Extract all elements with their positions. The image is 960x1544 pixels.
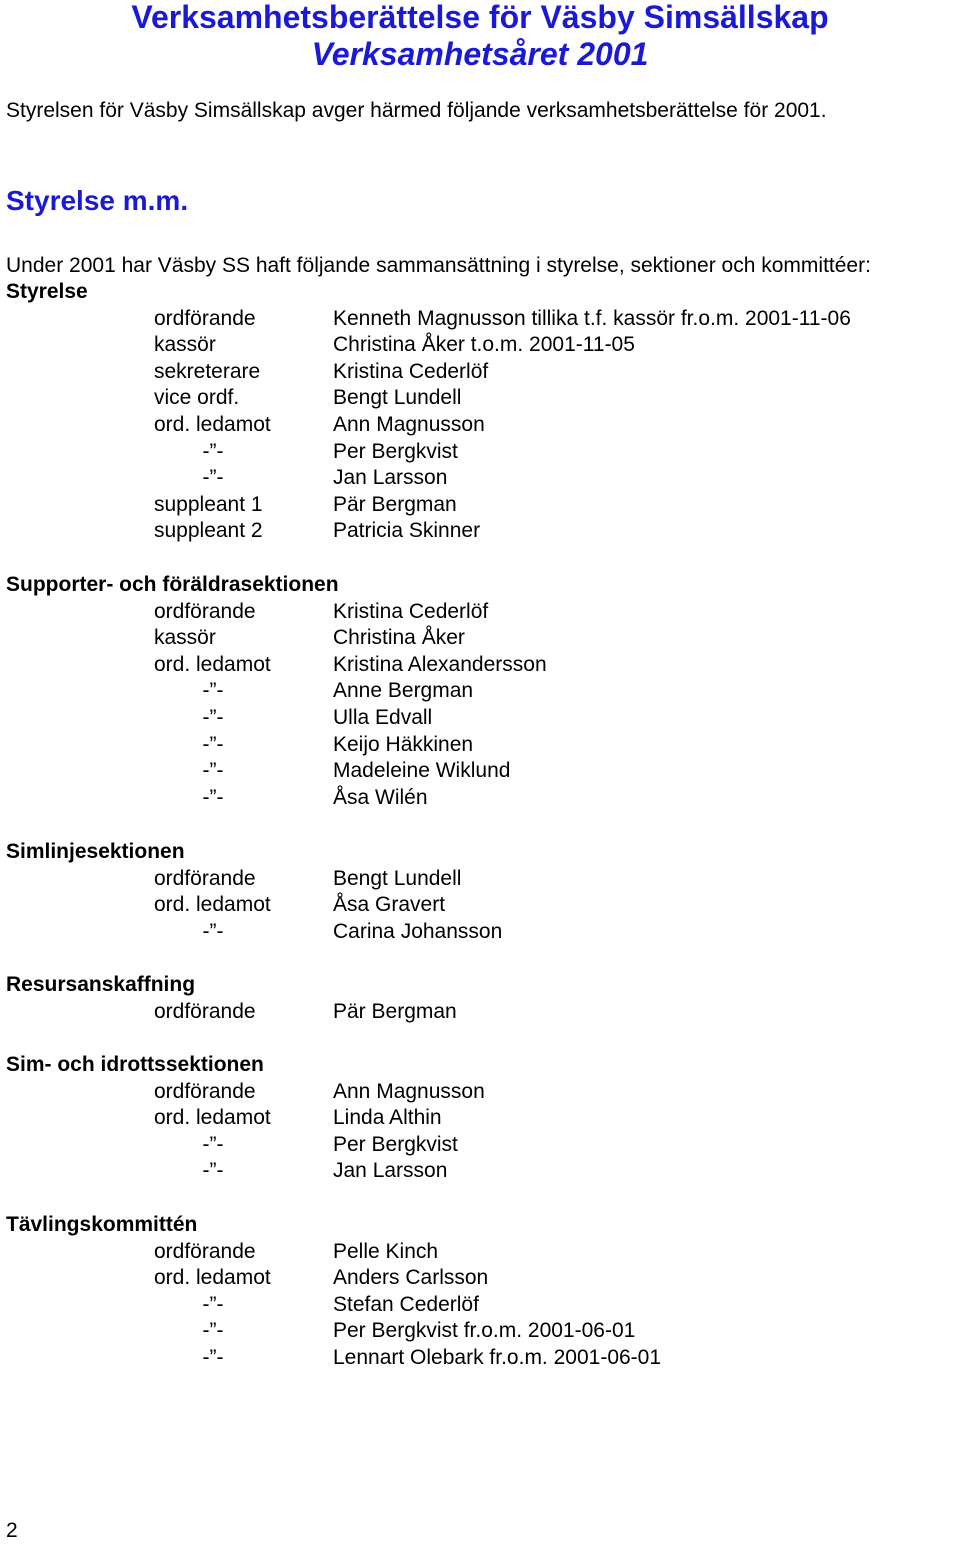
member-name: Patricia Skinner [333, 519, 481, 543]
section-title: Resursanskaffning [6, 973, 196, 996]
list-item [0, 892, 960, 919]
member-name: Per Bergkvist fr.o.m. 2001-06-01 [333, 1319, 636, 1343]
section-rows [0, 1079, 960, 1185]
list-item [0, 1132, 960, 1159]
list-item [0, 652, 960, 679]
list-item [0, 359, 960, 386]
member-name: Kristina Alexandersson [333, 652, 547, 676]
list-item [0, 1239, 960, 1266]
list-item [0, 439, 960, 466]
role-label: -”- [202, 732, 224, 756]
member-name: Keijo Häkkinen [333, 732, 474, 756]
member-name: Anders Carlsson [333, 1266, 489, 1290]
member-name: Per Bergkvist [333, 439, 458, 463]
role-label: -”- [202, 1319, 224, 1343]
member-name: Linda Althin [333, 1106, 442, 1130]
role-label: -”- [202, 1159, 224, 1183]
list-item [0, 385, 960, 412]
role-label: ord. ledamot [154, 652, 271, 676]
member-name: Pär Bergman [333, 492, 457, 516]
list-item [0, 785, 960, 812]
list-item [0, 1292, 960, 1319]
role-label: ord. ledamot [154, 1266, 271, 1290]
member-name: Stefan Cederlöf [333, 1292, 479, 1316]
role-label: -”- [202, 1345, 224, 1369]
list-item [0, 1079, 960, 1106]
list-item [0, 1318, 960, 1345]
list-item [0, 758, 960, 785]
member-name: Kristina Cederlöf [333, 599, 489, 623]
list-item [0, 599, 960, 626]
section-rows [0, 306, 960, 545]
member-name: Anne Bergman [333, 679, 474, 703]
list-item [0, 306, 960, 333]
role-label: ordförande [154, 999, 256, 1023]
role-label: vice ordf. [154, 386, 240, 410]
section-rows [0, 866, 960, 946]
role-label: ord. ledamot [154, 1106, 271, 1130]
list-item [0, 332, 960, 359]
role-label: -”- [202, 439, 224, 463]
section-rows [0, 599, 960, 812]
member-name: Christina Åker t.o.m. 2001-11-05 [333, 333, 635, 357]
role-label: ordförande [154, 599, 256, 623]
member-name: Christina Åker [333, 626, 465, 650]
member-name: Bengt Lundell [333, 386, 462, 410]
role-label: ordförande [154, 1239, 256, 1263]
list-item [0, 678, 960, 705]
role-label: -”- [202, 785, 224, 809]
list-item [0, 1345, 960, 1372]
role-label: -”- [202, 919, 224, 943]
section-rows [0, 999, 960, 1026]
role-label: sekreterare [154, 359, 261, 383]
section-title: Sim- och idrottssektionen [6, 1053, 264, 1076]
role-label: ord. ledamot [154, 412, 271, 436]
list-item [0, 919, 960, 946]
list-item [0, 492, 960, 519]
role-label: ord. ledamot [154, 893, 271, 917]
role-label: ordförande [154, 306, 256, 330]
list-item [0, 732, 960, 759]
section-title: Supporter- och föräldrasektionen [6, 573, 339, 596]
member-name: Åsa Gravert [333, 893, 446, 917]
intro-paragraph: Styrelsen för Väsby Simsällskap avger härmed följande verksamhetsberättelse för 2001. [6, 99, 827, 122]
list-item [0, 518, 960, 545]
role-label: kassör [154, 626, 216, 650]
role-label: -”- [202, 1292, 224, 1316]
list-item [0, 412, 960, 439]
section-rows [0, 1239, 960, 1372]
role-label: kassör [154, 333, 216, 357]
section-title: Tävlingskommittén [6, 1213, 198, 1236]
member-name: Ann Magnusson [333, 412, 485, 436]
member-name: Jan Larsson [333, 466, 448, 490]
section-title: Styrelse [6, 280, 88, 303]
role-label: -”- [202, 1132, 224, 1156]
list-item [0, 465, 960, 492]
list-item [0, 1105, 960, 1132]
document-title: Verksamhetsberättelse för Väsby Simsällskap [131, 0, 829, 35]
list-item [0, 1265, 960, 1292]
list-item [0, 866, 960, 893]
member-name: Carina Johansson [333, 919, 503, 943]
under-paragraph: Under 2001 har Väsby SS haft följande sammansättning i styrelse, sektioner och kommittéer: [6, 254, 871, 277]
member-name: Madeleine Wiklund [333, 759, 511, 783]
list-item [0, 625, 960, 652]
role-label: -”- [202, 705, 224, 729]
role-label: suppleant 1 [154, 492, 263, 516]
member-name: Jan Larsson [333, 1159, 448, 1183]
member-name: Pär Bergman [333, 999, 457, 1023]
member-name: Lennart Olebark fr.o.m. 2001-06-01 [333, 1345, 662, 1369]
document-subtitle: Verksamhetsåret 2001 [311, 36, 649, 72]
role-label: -”- [202, 679, 224, 703]
page-number: 2 [6, 1519, 18, 1542]
role-label: -”- [202, 759, 224, 783]
member-name: Ulla Edvall [333, 705, 433, 729]
role-label: suppleant 2 [154, 519, 263, 543]
member-name: Pelle Kinch [333, 1239, 439, 1263]
role-label: ordförande [154, 1079, 256, 1103]
role-label: ordförande [154, 866, 256, 890]
member-name: Kenneth Magnusson tillika t.f. kassör fr.o.m. 2001-11-06 [333, 306, 851, 330]
member-name: Ann Magnusson [333, 1079, 485, 1103]
list-item [0, 999, 960, 1026]
list-item [0, 705, 960, 732]
list-item [0, 1158, 960, 1185]
role-label: -”- [202, 466, 224, 490]
styrelse-heading: Styrelse m.m. [6, 185, 189, 216]
member-name: Kristina Cederlöf [333, 359, 489, 383]
section-title: Simlinjesektionen [6, 840, 185, 863]
member-name: Åsa Wilén [333, 785, 428, 809]
member-name: Per Bergkvist [333, 1132, 458, 1156]
member-name: Bengt Lundell [333, 866, 462, 890]
